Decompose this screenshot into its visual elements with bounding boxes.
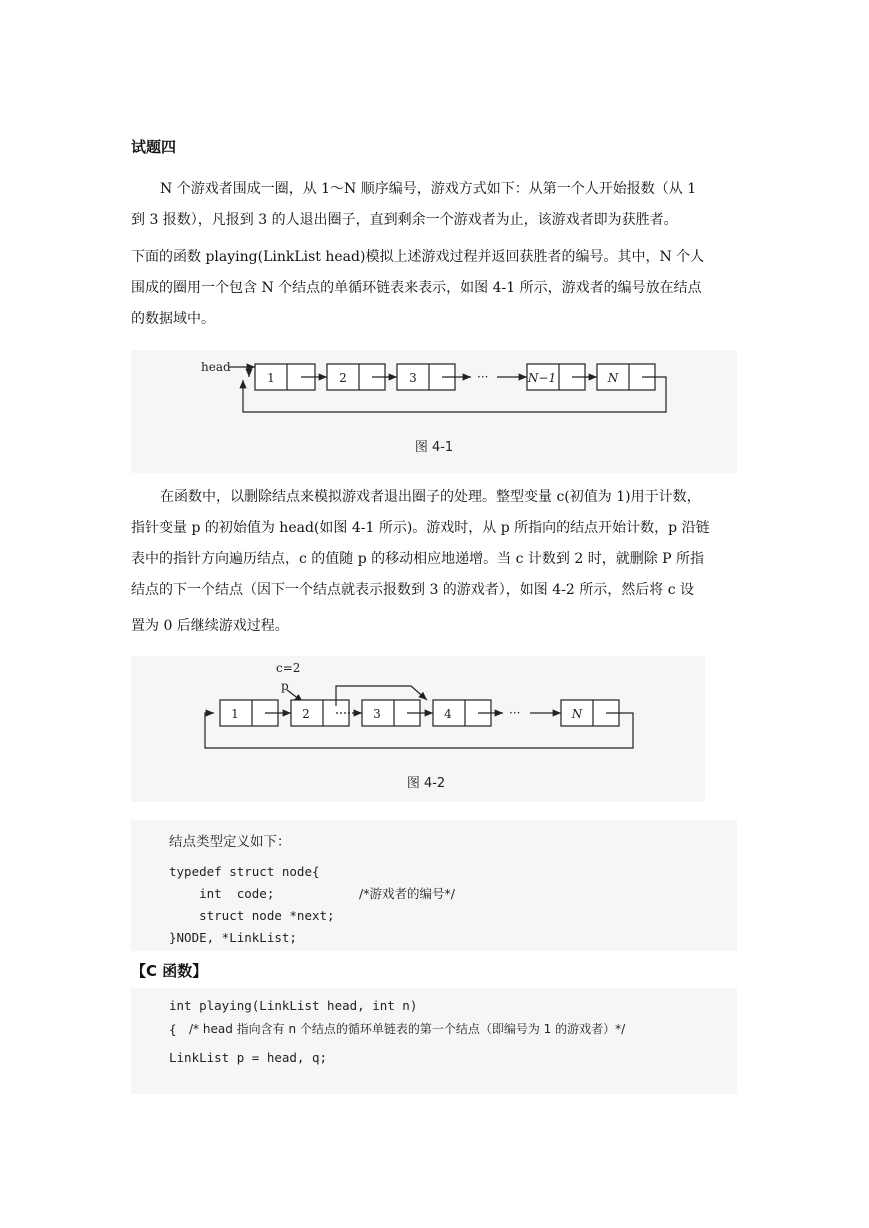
paragraph-line: 指针变量 p 的初始值为 head(如图 4-1 所示)。游戏时，从 p 所指向的结点开始计数，p 沿链 bbox=[131, 520, 710, 536]
paragraph-line: 结点的下一个结点（因下一个结点就表示报数到 3 的游戏者），如图 4-2 所示，然后将 c 设 bbox=[131, 582, 694, 598]
ellipsis: ··· bbox=[477, 370, 489, 384]
p-label: p bbox=[281, 679, 289, 693]
paragraph-line: 下面的函数 playing(LinkList head)模拟上述游戏过程并返回获胜者的编号。其中，N 个人 bbox=[131, 249, 705, 265]
code-comment: /*游戏者的编号*/ bbox=[359, 886, 455, 901]
figure-caption: 图 4-1 bbox=[414, 440, 454, 455]
code-line: struct node *next; bbox=[169, 908, 335, 923]
function-code-block bbox=[131, 988, 737, 1094]
figure-caption: 图 4-2 bbox=[406, 776, 446, 791]
ellipsis: ··· bbox=[509, 706, 521, 720]
node-value: N−1 bbox=[527, 371, 557, 385]
code-comment: /* head 指向含有 n 个结点的循环单链表的第一个结点（即编号为 1 的游戏者）*/ bbox=[189, 1022, 626, 1036]
node-value: 3 bbox=[373, 707, 381, 721]
struct-definition-block bbox=[131, 820, 737, 951]
node-value: 1 bbox=[267, 371, 275, 385]
c-label: c=2 bbox=[276, 661, 301, 675]
c-function-heading: 【C 函数】 bbox=[131, 962, 208, 980]
code-line: int code; bbox=[169, 886, 275, 901]
node-value: 4 bbox=[444, 707, 452, 721]
question-title: 试题四 bbox=[131, 138, 177, 156]
struct-intro: 结点类型定义如下： bbox=[169, 834, 291, 850]
node-value: 2 bbox=[302, 707, 310, 721]
paragraph-line: 置为 0 后继续游戏过程。 bbox=[131, 618, 289, 634]
paragraph-line: N 个游戏者围成一圈，从 1～N 顺序编号，游戏方式如下：从第一个人开始报数（从 1 bbox=[160, 181, 697, 197]
node-value: 3 bbox=[409, 371, 417, 385]
paragraph-line: 在函数中，以删除结点来模拟游戏者退出圈子的处理。整型变量 c(初值为 1)用于计数， bbox=[160, 489, 701, 505]
paragraph-line: 表中的指针方向遍历结点，c 的值随 p 的移动相应地递增。当 c 计数到 2 时，就删除 P 所指 bbox=[131, 551, 705, 567]
figure-4-1 bbox=[131, 350, 737, 473]
code-line: int playing(LinkList head, int n) bbox=[169, 998, 418, 1013]
paragraph-line: 的数据域中。 bbox=[131, 311, 215, 327]
figure-4-2 bbox=[131, 656, 705, 802]
paragraph-line: 围成的圈用一个包含 N 个结点的单循环链表来表示，如图 4-1 所示，游戏者的编号放在结点 bbox=[131, 280, 702, 296]
node-value: N bbox=[607, 371, 619, 385]
head-label: head bbox=[201, 360, 231, 374]
node-value: 2 bbox=[339, 371, 347, 385]
code-line: { bbox=[169, 1022, 177, 1037]
paragraph-line: 到 3 报数），凡报到 3 的人退出圈子，直到剩余一个游戏者为止，该游戏者即为获胜者。 bbox=[131, 212, 678, 228]
node-value: 1 bbox=[231, 707, 239, 721]
code-line: }NODE, *LinkList; bbox=[169, 930, 297, 945]
node-value: N bbox=[571, 707, 583, 721]
code-line: LinkList p = head, q; bbox=[169, 1050, 328, 1065]
code-line: typedef struct node{ bbox=[169, 864, 320, 879]
